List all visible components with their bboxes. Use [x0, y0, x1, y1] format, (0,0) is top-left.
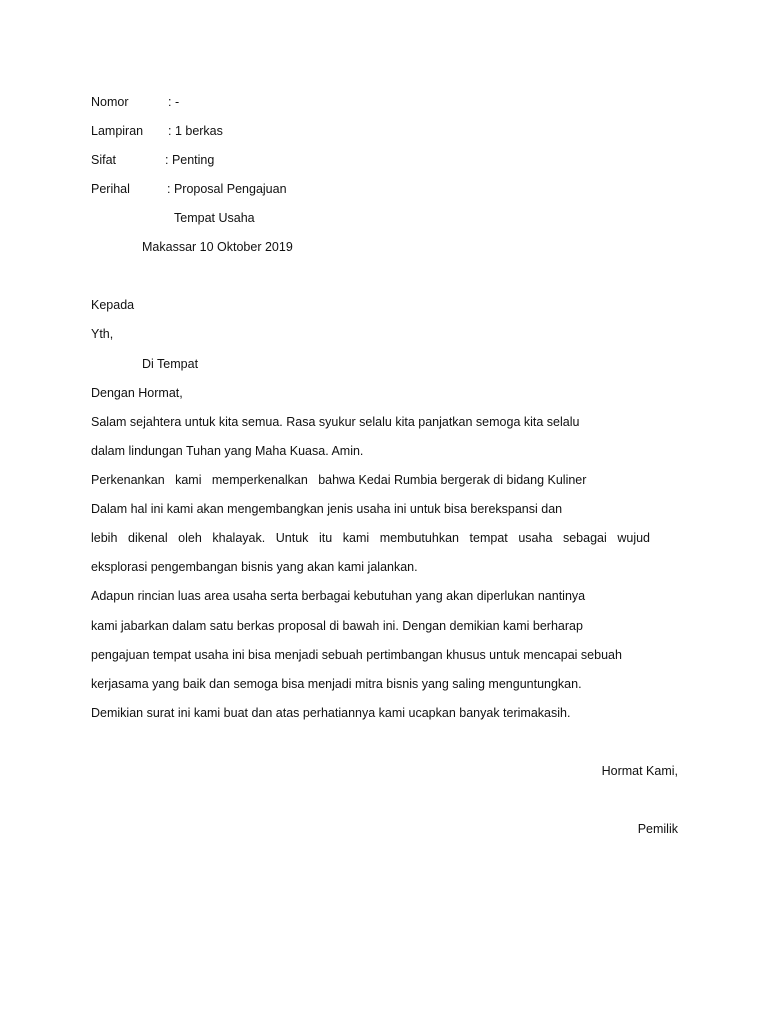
body-line: Adapun rincian luas area usaha serta berbagai kebutuhan yang akan diperlukan nantinya: [91, 589, 586, 603]
field-lampiran-label: Lampiran: [91, 124, 144, 138]
field-sifat-value: : Penting: [165, 153, 215, 167]
body-line: pengajuan tempat usaha ini bisa menjadi sebuah pertimbangan khusus untuk mencapai sebuah: [91, 648, 622, 662]
field-nomor-label: Nomor: [91, 95, 129, 109]
greeting: Dengan Hormat,: [91, 386, 183, 400]
body-line: Salam sejahtera untuk kita semua. Rasa syukur selalu kita panjatkan semoga kita selalu: [91, 415, 580, 429]
recipient-yth: Yth,: [91, 327, 114, 341]
field-lampiran-value: : 1 berkas: [168, 124, 223, 138]
body-line: kami jabarkan dalam satu berkas proposal di bawah ini. Dengan demikian kami berharap: [91, 619, 583, 633]
body-line: Dalam hal ini kami akan mengembangkan jenis usaha ini untuk bisa berekspansi dan: [91, 502, 563, 516]
letter-date: Makassar 10 Oktober 2019: [142, 240, 293, 254]
field-nomor-value: : -: [168, 95, 180, 109]
field-perihal-value: : Proposal Pengajuan: [167, 182, 287, 196]
closing-hormat: Hormat Kami,: [601, 764, 678, 778]
recipient-kepada: Kepada: [91, 298, 135, 312]
field-perihal-label: Perihal: [91, 182, 130, 196]
body-line: Perkenankan kami memperkenalkan bahwa Kedai Rumbia bergerak di bidang Kuliner: [91, 473, 587, 487]
body-line: Demikian surat ini kami buat dan atas perhatiannya kami ucapkan banyak terimakasih.: [91, 706, 571, 720]
body-line: lebih dikenal oleh khalayak. Untuk itu kami membutuhkan tempat usaha sebagai wujud: [91, 531, 650, 545]
body-line: eksplorasi pengembangan bisnis yang akan kami jalankan.: [91, 560, 418, 574]
closing-pemilik: Pemilik: [637, 822, 678, 836]
field-sifat-label: Sifat: [91, 153, 117, 167]
recipient-di-tempat: Di Tempat: [142, 357, 199, 371]
body-line: kerjasama yang baik dan semoga bisa menjadi mitra bisnis yang saling menguntungkan.: [91, 677, 582, 691]
body-line: dalam lindungan Tuhan yang Maha Kuasa. Amin.: [91, 444, 364, 458]
field-perihal-value-cont: Tempat Usaha: [174, 211, 255, 225]
